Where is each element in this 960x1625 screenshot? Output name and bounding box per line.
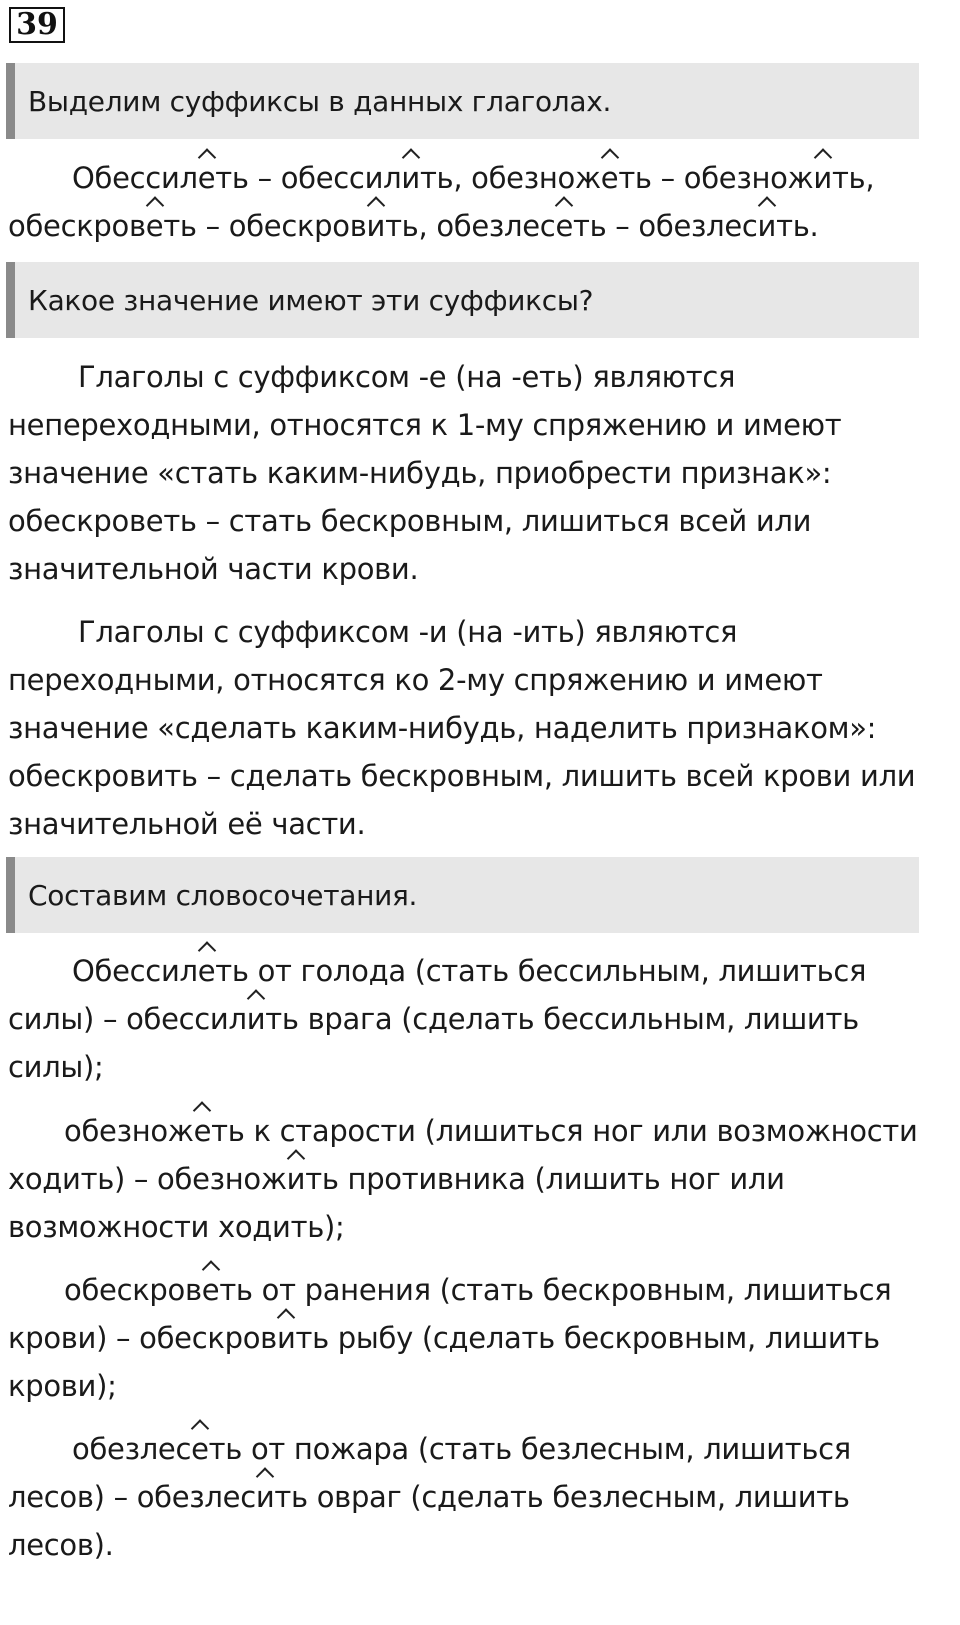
text-segment: с <box>240 1480 256 1514</box>
text-segment: ть, обезно <box>419 161 575 195</box>
text-line <box>8 1362 924 1410</box>
text-line <box>8 947 924 995</box>
text-line <box>8 656 924 704</box>
text-segment: лесов) – обезле <box>8 1480 241 1514</box>
text-line <box>8 1473 924 1521</box>
suffix-mark: е <box>198 154 216 202</box>
text-segment: ть от пожара (стать безлесным, лишиться <box>208 1432 851 1466</box>
text-segment: Обесси <box>72 161 180 195</box>
text-line <box>8 154 924 202</box>
text-segment: крови) – обескро <box>8 1321 261 1355</box>
text-segment: ть к старости (лишиться ног или возможности <box>211 1114 918 1148</box>
text-line <box>8 1425 924 1473</box>
text-segment: ж <box>574 161 601 195</box>
text-segment: ть от голода (стать бессильным, лишиться <box>215 954 867 988</box>
text-segment: ходить) – обезно <box>8 1162 261 1196</box>
text-segment: Глаголы с суффиксом -и (на -ить) являются <box>78 615 738 649</box>
paragraph <box>8 1425 924 1569</box>
text-segment: ж <box>260 1162 287 1196</box>
text-line <box>8 608 924 656</box>
suffix-mark: е <box>202 1266 220 1314</box>
text-segment: ть от ранения (стать бескровным, лишиться <box>219 1273 892 1307</box>
text-segment: ть, обезле <box>385 209 540 243</box>
text-segment: в <box>349 209 367 243</box>
suffix-mark: е <box>601 154 619 202</box>
text-line <box>8 752 924 800</box>
text-line <box>8 353 924 401</box>
text-segment: значение «сделать каким-нибудь, наделить признаком»: <box>8 711 877 745</box>
suffix-mark: е <box>555 202 573 250</box>
text-segment: ть – обесси <box>215 161 384 195</box>
text-line <box>8 1155 924 1203</box>
text-segment: Глаголы с суффиксом -е (на -еть) являются <box>78 360 736 394</box>
text-segment: ж <box>167 1114 194 1148</box>
text-line <box>8 995 924 1043</box>
paragraph <box>8 947 924 1091</box>
text-line <box>8 1314 924 1362</box>
text-line <box>8 704 924 752</box>
text-line <box>8 545 924 593</box>
text-segment: обескровить – сделать бескровным, лишить всей крови или <box>8 759 916 793</box>
text-segment: Обесси <box>72 954 180 988</box>
text-segment: обескроветь – стать бескровным, лишиться всей или <box>8 504 812 538</box>
text-segment: ть противника (лишить ног или <box>305 1162 785 1196</box>
section-heading: Выделим суффиксы в данных глаголах. <box>6 63 919 139</box>
text-line <box>8 1203 924 1251</box>
suffix-mark: и <box>813 154 832 202</box>
text-segment: крови); <box>8 1369 117 1403</box>
section-heading: Составим словосочетания. <box>6 857 919 933</box>
text-segment: л <box>179 954 198 988</box>
text-line <box>8 1043 924 1091</box>
text-segment: обескро <box>64 1273 185 1307</box>
text-line <box>8 1266 924 1314</box>
paragraph <box>8 353 924 593</box>
suffix-mark: и <box>401 154 420 202</box>
text-segment: с <box>741 209 758 243</box>
text-line <box>8 401 924 449</box>
text-segment: ть – обезле <box>573 209 742 243</box>
text-segment: л <box>228 1002 247 1036</box>
suffix-mark: и <box>287 1155 306 1203</box>
text-segment: в <box>128 209 146 243</box>
suffix-mark: е <box>146 202 164 250</box>
text-line <box>8 1107 924 1155</box>
suffix-mark: е <box>194 1107 212 1155</box>
section-heading: Какое значение имеют эти суффиксы? <box>6 262 919 338</box>
text-segment: возможности ходить); <box>8 1210 345 1244</box>
text-line <box>8 1521 924 1569</box>
suffix-mark: и <box>367 202 386 250</box>
text-line <box>8 449 924 497</box>
text-segment: ть, <box>831 161 875 195</box>
text-segment: лесов). <box>8 1528 114 1562</box>
text-segment: значение «стать каким-нибудь, приобрести признак»: <box>8 456 832 490</box>
text-line <box>8 800 924 848</box>
paragraph <box>8 1266 924 1410</box>
text-segment: значительной её части. <box>8 807 366 841</box>
suffix-mark: и <box>277 1314 296 1362</box>
suffix-mark: и <box>256 1473 275 1521</box>
text-segment: ж <box>787 161 814 195</box>
text-segment: л <box>179 161 198 195</box>
text-segment: обескро <box>8 209 129 243</box>
text-line <box>8 202 924 250</box>
text-segment: силы); <box>8 1050 104 1084</box>
text-segment: значительной части крови. <box>8 552 419 586</box>
suffix-mark: е <box>198 947 216 995</box>
text-segment: с <box>539 209 556 243</box>
paragraph <box>8 608 924 848</box>
paragraph <box>8 154 924 250</box>
paragraph <box>8 1107 924 1251</box>
text-segment: ть врага (сделать бессильным, лишить <box>265 1002 859 1036</box>
text-line <box>8 497 924 545</box>
suffix-mark: и <box>247 995 266 1043</box>
text-segment: ть рыбу (сделать бескровным, лишить <box>295 1321 880 1355</box>
text-segment: в <box>260 1321 277 1355</box>
text-segment: ть. <box>776 209 819 243</box>
text-segment: непереходными, относятся к 1-му спряжению и имеют <box>8 408 842 442</box>
text-segment: ть – обескро <box>163 209 350 243</box>
text-segment: обезно <box>64 1114 168 1148</box>
task-number: 39 <box>9 7 65 43</box>
text-segment: ть овраг (сделать безлесным, лишить <box>274 1480 850 1514</box>
text-segment: л <box>383 161 402 195</box>
text-segment: ть – обезно <box>618 161 788 195</box>
text-segment: переходными, относятся ко 2-му спряжению и имеют <box>8 663 823 697</box>
suffix-mark: и <box>758 202 777 250</box>
text-segment: силы) – обесси <box>8 1002 229 1036</box>
text-segment: с <box>175 1432 192 1466</box>
text-segment: в <box>184 1273 202 1307</box>
suffix-mark: е <box>191 1425 209 1473</box>
text-segment: обезле <box>72 1432 176 1466</box>
